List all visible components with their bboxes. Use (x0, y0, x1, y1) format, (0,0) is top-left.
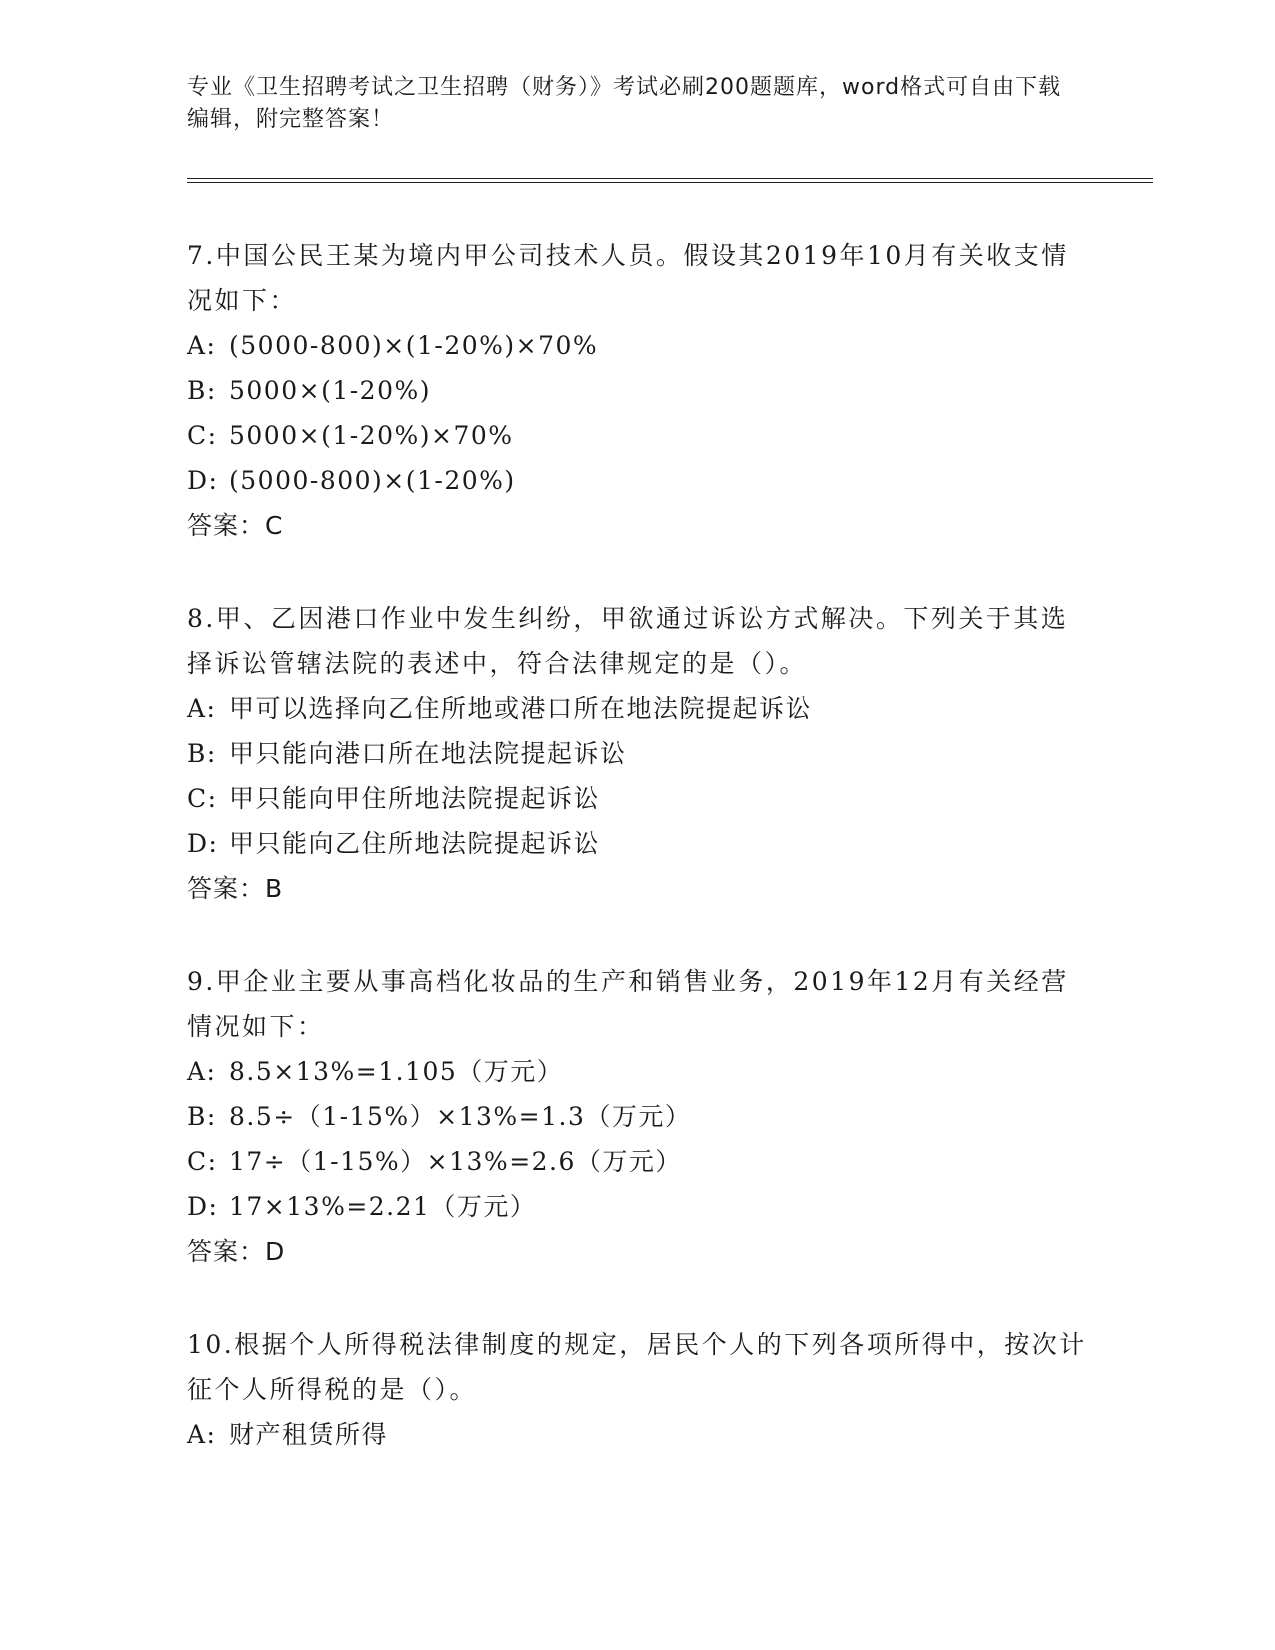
option-a (187, 1049, 1087, 1094)
option-letter: B: (187, 1102, 217, 1131)
option-text: 财产租赁所得 (229, 1420, 389, 1449)
answer-line: 答案：D (187, 1237, 286, 1266)
option-text: 5000×(1-20%)×70% (229, 421, 514, 450)
option-letter: B: (187, 739, 217, 768)
question-stem: 8.甲、乙因港口作业中发生纠纷，甲欲通过诉讼方式解决。下列关于其选择诉讼管辖法院的表述中，符合法律规定的是（）。 (187, 604, 1069, 678)
question-7 (187, 233, 1087, 548)
option-text: 8.5÷（1-15%）×13%=1.3（万元） (229, 1102, 692, 1131)
option-letter: D: (187, 1192, 219, 1221)
option-letter: C: (187, 1147, 218, 1176)
option-text: 17×13%=2.21（万元） (229, 1192, 537, 1221)
option-text: 5000×(1-20%) (229, 376, 431, 405)
question-stem: 10.根据个人所得税法律制度的规定，居民个人的下列各项所得中，按次计征个人所得税的是（）。 (187, 1330, 1087, 1404)
option-d (187, 1184, 1087, 1229)
answer-line: 答案：B (187, 874, 284, 903)
option-text: (5000-800)×(1-20%)×70% (229, 331, 599, 360)
header-divider-bottom (187, 182, 1153, 183)
option-a (187, 1412, 1087, 1457)
answer-line: 答案：C (187, 511, 284, 540)
option-d (187, 821, 1087, 866)
option-text: 8.5×13%=1.105（万元） (229, 1057, 564, 1086)
option-letter: B: (187, 376, 217, 405)
option-a (187, 686, 1087, 731)
option-text: (5000-800)×(1-20%) (229, 466, 516, 495)
option-text: 甲只能向甲住所地法院提起诉讼 (229, 784, 601, 813)
header-divider-top (187, 178, 1153, 179)
option-b (187, 368, 1087, 413)
option-letter: A: (187, 694, 217, 723)
option-letter: C: (187, 421, 218, 450)
option-b (187, 1094, 1087, 1139)
option-d (187, 458, 1087, 503)
option-text: 甲可以选择向乙住所地或港口所在地法院提起诉讼 (229, 694, 813, 723)
option-b (187, 731, 1087, 776)
option-text: 甲只能向乙住所地法院提起诉讼 (229, 829, 601, 858)
question-9 (187, 959, 1087, 1274)
option-letter: C: (187, 784, 218, 813)
document-header: 专业《卫生招聘考试之卫生招聘（财务）》考试必刷200题题库，word格式可自由下载编辑，附完整答案！ (187, 75, 1062, 132)
question-stem: 7.中国公民王某为境内甲公司技术人员。假设其2019年10月有关收支情况如下： (187, 241, 1069, 315)
question-8 (187, 596, 1087, 911)
option-c (187, 1139, 1087, 1184)
option-letter: D: (187, 466, 219, 495)
question-stem: 9.甲企业主要从事高档化妆品的生产和销售业务，2019年12月有关经营情况如下： (187, 967, 1069, 1041)
option-letter: A: (187, 331, 217, 360)
option-letter: A: (187, 1420, 217, 1449)
question-10 (187, 1322, 1087, 1457)
option-a (187, 323, 1087, 368)
option-text: 17÷（1-15%）×13%=2.6（万元） (229, 1147, 682, 1176)
option-letter: A: (187, 1057, 217, 1086)
option-text: 甲只能向港口所在地法院提起诉讼 (229, 739, 627, 768)
option-c (187, 413, 1087, 458)
option-letter: D: (187, 829, 219, 858)
option-c (187, 776, 1087, 821)
